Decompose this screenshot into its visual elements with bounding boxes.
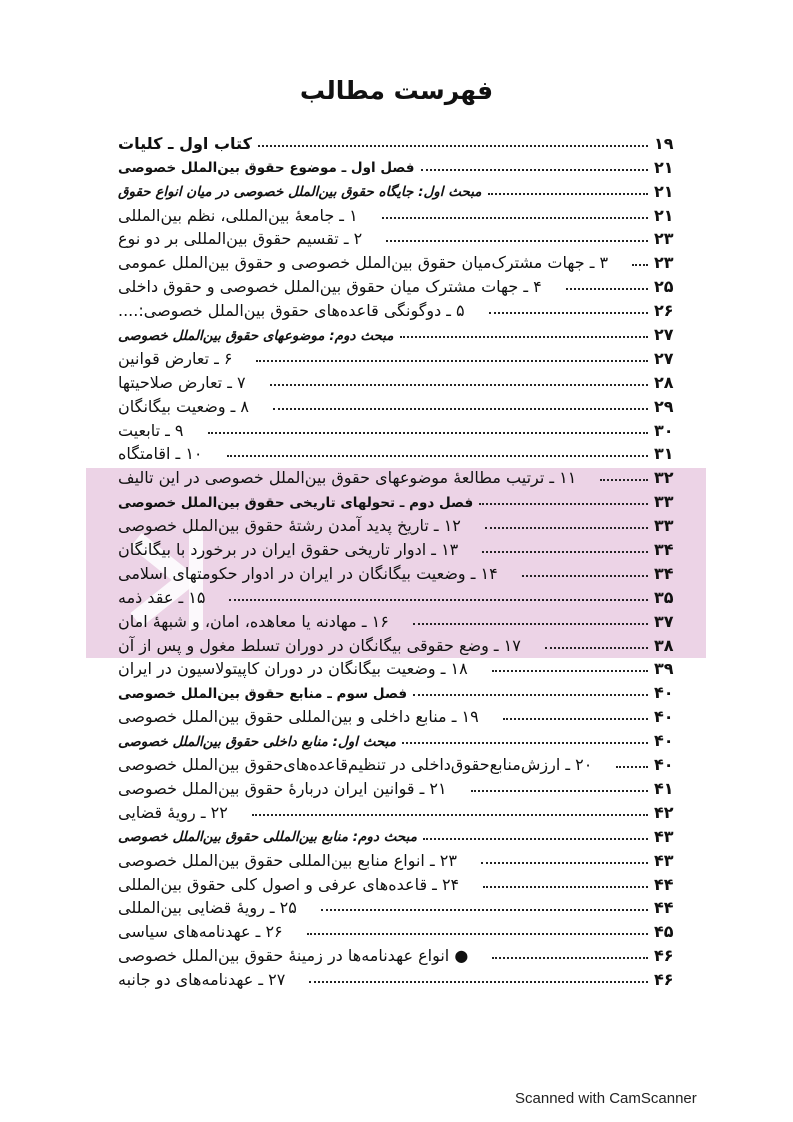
toc-entry-title: فصل دوم ـ تحولهای تاریخی حقوق بین‌الملل خصوصی bbox=[118, 494, 474, 511]
toc-entry-title: فصل اول ـ موضوع حقوق بین‌الملل خصوصی bbox=[118, 160, 415, 177]
toc-entry bbox=[118, 749, 688, 773]
toc-page-number: ٣٣ bbox=[654, 516, 674, 536]
toc-entry-title: ٢٢ ـ رویهٔ قضایی bbox=[118, 802, 228, 822]
toc-entry bbox=[118, 940, 688, 964]
dot-leader bbox=[482, 551, 648, 553]
dot-leader bbox=[479, 503, 648, 505]
toc-page-number: ٢٨ bbox=[654, 372, 674, 392]
toc-page-number: ٢٣ bbox=[654, 229, 674, 249]
dot-leader bbox=[400, 336, 649, 338]
toc-entry-title: ١٣ ـ ادوار تاریخی حقوق ایران در برخورد با بیگانگان bbox=[118, 540, 459, 560]
toc-page-number: ٢٧ bbox=[654, 325, 674, 345]
toc-entry bbox=[118, 821, 688, 845]
toc-entry-title: ۴ ـ جهات مشترک میان حقوق بین‌الملل خصوصی و حقوق داخلی bbox=[118, 277, 542, 297]
toc-entry-title: ٢ ـ تقسیم حقوق بین‌المللی بر دو نوع bbox=[118, 229, 363, 249]
toc-entry-title: ٢٣ ـ انواع منابع بین‌المللی حقوق بین‌الملل خصوصی bbox=[118, 850, 457, 870]
toc-page-number: ٣۴ bbox=[654, 563, 674, 583]
toc-entry bbox=[118, 367, 688, 391]
dot-leader bbox=[503, 718, 648, 720]
toc-entry bbox=[118, 319, 688, 343]
toc-page-number: ۴۶ bbox=[654, 970, 674, 990]
toc-entry-title: ٢۴ ـ قاعده‌های عرفی و اصول کلی حقوق بین‌المللی bbox=[118, 874, 460, 894]
toc-entry bbox=[118, 462, 688, 486]
dot-leader bbox=[566, 288, 648, 290]
dot-leader bbox=[481, 862, 648, 864]
dot-leader bbox=[423, 838, 648, 840]
toc-entry-title: ٧ ـ تعارض صلاحیتها bbox=[118, 372, 246, 392]
toc-page-number: ٣٢ bbox=[654, 468, 674, 488]
toc-page-number: ۴٣ bbox=[654, 850, 674, 870]
toc-entry bbox=[118, 343, 688, 367]
toc-page-number: ٢۶ bbox=[654, 301, 674, 321]
toc-entry-title: ٢۶ ـ عهدنامه‌های سیاسی bbox=[118, 922, 283, 942]
table-of-contents bbox=[118, 128, 688, 988]
page-title: فهرست مطالب bbox=[299, 76, 494, 105]
toc-entry-title: ١ ـ جامعهٔ بین‌المللی، نظم بین‌المللی bbox=[118, 205, 358, 225]
toc-entry bbox=[118, 773, 688, 797]
toc-entry bbox=[118, 534, 688, 558]
toc-entry-title: مبحث اول: منابع داخلی حقوق بین‌الملل خصوصی bbox=[118, 733, 396, 750]
toc-entry bbox=[118, 630, 688, 654]
toc-page-number: ٣۴ bbox=[654, 540, 674, 560]
dot-leader bbox=[402, 742, 648, 744]
dot-leader bbox=[492, 957, 648, 959]
toc-entry bbox=[118, 247, 688, 271]
toc-entry bbox=[118, 271, 688, 295]
dot-leader bbox=[413, 623, 648, 625]
toc-entry-title: ٢٧ ـ عهدنامه‌های دو جانبه bbox=[118, 970, 286, 990]
dot-leader bbox=[252, 814, 648, 816]
toc-entry-title: ٩ ـ تابعیت bbox=[118, 420, 184, 440]
toc-entry-title: ٣ ـ جهات مشترک‌میان حقوق بین‌الملل خصوصی و حقوق بین‌الملل عمومی bbox=[118, 253, 609, 273]
toc-entry-title: ● انواع عهدنامه‌ها در زمینهٔ حقوق بین‌الملل خصوصی bbox=[118, 946, 469, 966]
toc-page-number: ۴۵ bbox=[654, 922, 674, 942]
scanner-footer: Scanned with CamScanner bbox=[515, 1090, 697, 1107]
toc-page-number: ۴۶ bbox=[654, 946, 674, 966]
dot-leader bbox=[208, 432, 649, 434]
dot-leader bbox=[616, 766, 648, 768]
toc-entry bbox=[118, 510, 688, 534]
dot-leader bbox=[632, 264, 648, 266]
toc-entry-title: ١۴ ـ وضعیت بیگانگان در ایران در ادوار حکومتهای اسلامی bbox=[118, 563, 498, 583]
toc-page-number: ٣۵ bbox=[654, 587, 674, 607]
toc-entry-title: ١٠ ـ اقامتگاه bbox=[118, 444, 203, 464]
toc-entry-title: كتاب اول ـ كليات bbox=[118, 133, 252, 153]
toc-entry-title: ٨ ـ وضعیت بیگانگان bbox=[118, 396, 250, 416]
toc-entry-title: ١٧ ـ وضع حقوقی بیگانگان در دوران تسلط مغول و پس از آن bbox=[118, 635, 521, 655]
dot-leader bbox=[413, 694, 648, 696]
toc-page-number: ٣٧ bbox=[654, 611, 674, 631]
dot-leader bbox=[382, 217, 648, 219]
toc-entry bbox=[118, 439, 688, 463]
toc-entry-title: ١١ ـ ترتیب مطالعهٔ موضوعهای حقوق بین‌الملل خصوصی در این تالیف bbox=[118, 468, 577, 488]
dot-leader bbox=[485, 527, 648, 529]
toc-entry bbox=[118, 797, 688, 821]
toc-entry-title: ۶ ـ تعارض قوانین bbox=[118, 348, 233, 368]
toc-page-number: ۴٠ bbox=[654, 731, 674, 751]
toc-entry bbox=[118, 128, 688, 152]
toc-entry bbox=[118, 391, 688, 415]
toc-entry bbox=[118, 916, 688, 940]
toc-entry bbox=[118, 964, 688, 988]
dot-leader bbox=[273, 408, 648, 410]
toc-entry bbox=[118, 415, 688, 439]
toc-entry bbox=[118, 176, 688, 200]
toc-page-number: ٣٨ bbox=[654, 635, 674, 655]
toc-page-number: ۴٠ bbox=[654, 707, 674, 727]
dot-leader bbox=[258, 145, 648, 147]
toc-page-number: ۴٠ bbox=[654, 755, 674, 775]
dot-leader bbox=[522, 575, 648, 577]
toc-entry bbox=[118, 893, 688, 917]
toc-entry bbox=[118, 725, 688, 749]
toc-page-number: ٢۵ bbox=[654, 277, 674, 297]
toc-page-number: ٢١ bbox=[654, 205, 674, 225]
toc-entry-title: مبحث دوم: موضوعهای حقوق بین‌الملل خصوصی bbox=[118, 327, 394, 344]
toc-entry-title: مبحث دوم: منابع بین‌المللی حقوق بین‌الملل خصوصی bbox=[118, 829, 417, 846]
toc-entry-title: ٢٠ ـ ارزش‌منابع‌حقوق‌داخلی در تنظیم‌قاعده‌های‌حقوق بین‌الملل خصوصی bbox=[118, 755, 593, 775]
toc-entry-title: ٢۵ ـ رویهٔ قضایی بین‌المللی bbox=[118, 898, 297, 918]
dot-leader bbox=[256, 360, 648, 362]
toc-entry-title: ۵ ـ دوگونگی قاعده‌های حقوق بین‌الملل خصوصی:.... bbox=[118, 301, 465, 321]
toc-page-number: ٢٧ bbox=[654, 348, 674, 368]
toc-entry bbox=[118, 224, 688, 248]
toc-page-number: ١٩ bbox=[654, 133, 674, 153]
toc-entry-title: ١٨ ـ وضعیت بیگانگان در دوران کاپیتولاسیون در ایران bbox=[118, 659, 468, 679]
toc-entry-title: مبحث اول: جایگاه حقوق بین‌الملل خصوصی در میان انواع حقوق bbox=[118, 184, 482, 201]
toc-entry bbox=[118, 701, 688, 725]
dot-leader bbox=[309, 981, 648, 983]
dot-leader bbox=[488, 193, 648, 195]
toc-page-number: ۴٣ bbox=[654, 826, 674, 846]
toc-entry bbox=[118, 677, 688, 701]
toc-page-number: ۴۴ bbox=[654, 898, 674, 918]
toc-entry-title: فصل سوم ـ منابع حقوق بین‌الملل خصوصی bbox=[118, 685, 408, 702]
dot-leader bbox=[270, 384, 648, 386]
toc-page-number: ٢٩ bbox=[654, 396, 674, 416]
dot-leader bbox=[489, 312, 648, 314]
dot-leader bbox=[386, 240, 648, 242]
toc-page-number: ٢٣ bbox=[654, 253, 674, 273]
dot-leader bbox=[600, 479, 648, 481]
toc-page-number: ٣٩ bbox=[654, 659, 674, 679]
dot-leader bbox=[307, 933, 648, 935]
toc-page-number: ۴٠ bbox=[654, 683, 674, 703]
toc-page-number: ٣٣ bbox=[654, 492, 674, 512]
toc-entry bbox=[118, 200, 688, 224]
toc-entry-title: ١٩ ـ منابع داخلی و بین‌المللی حقوق بین‌الملل خصوصی bbox=[118, 707, 479, 727]
dot-leader bbox=[229, 599, 648, 601]
toc-page-number: ٣٠ bbox=[654, 420, 674, 440]
toc-entry bbox=[118, 845, 688, 869]
toc-entry bbox=[118, 295, 688, 319]
toc-page-number: ٢١ bbox=[654, 181, 674, 201]
toc-entry bbox=[118, 654, 688, 678]
toc-entry-title: ١٢ ـ تاریخ پدید آمدن رشتهٔ حقوق بین‌الملل خصوصی bbox=[118, 516, 461, 536]
dot-leader bbox=[545, 647, 648, 649]
toc-entry-title: ١۶ ـ مهادنه یا معاهده، امان، و شبههٔ امان bbox=[118, 611, 389, 631]
dot-leader bbox=[492, 670, 648, 672]
dot-leader bbox=[421, 169, 648, 171]
dot-leader bbox=[483, 886, 648, 888]
toc-entry bbox=[118, 486, 688, 510]
toc-entry bbox=[118, 582, 688, 606]
toc-entry bbox=[118, 152, 688, 176]
dot-leader bbox=[471, 790, 648, 792]
toc-page-number: ٣١ bbox=[654, 444, 674, 464]
dot-leader bbox=[321, 909, 648, 911]
toc-entry-title: ١۵ ـ عقد ذمه bbox=[118, 587, 206, 607]
toc-entry bbox=[118, 606, 688, 630]
toc-page-number: ٢١ bbox=[654, 157, 674, 177]
dot-leader bbox=[227, 455, 648, 457]
toc-entry bbox=[118, 869, 688, 893]
toc-page-number: ۴١ bbox=[654, 778, 674, 798]
toc-entry-title: ٢١ ـ قوانین ایران دربارهٔ حقوق بین‌الملل خصوصی bbox=[118, 778, 447, 798]
toc-entry bbox=[118, 558, 688, 582]
toc-page-number: ۴٢ bbox=[654, 802, 674, 822]
toc-page-number: ۴۴ bbox=[654, 874, 674, 894]
